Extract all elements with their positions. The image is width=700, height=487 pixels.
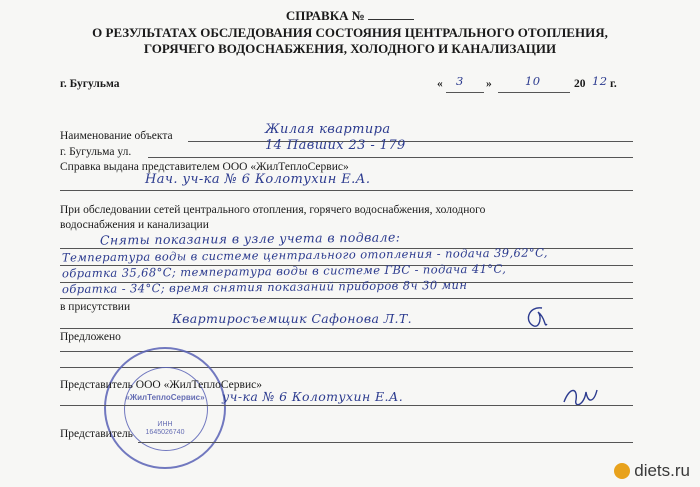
document-title-line3: ГОРЯЧЕГО ВОДОСНАБЖЕНИЯ, ХОЛОДНОГО И КАНАЛИЗАЦИИ <box>143 41 557 56</box>
date-open-quote: « <box>437 78 443 90</box>
issued-value: Нач. уч-ка № 6 Колотухин Е.А. <box>145 172 371 187</box>
stamp-inn-number: 1645026740 <box>145 429 185 436</box>
apple-logo-icon <box>614 463 630 479</box>
street-line <box>148 157 633 158</box>
date-suffix: г. <box>610 78 617 90</box>
rep2-label: Представитель <box>60 428 133 440</box>
date-month: 10 <box>525 74 541 88</box>
object-value: Жилая квартира <box>265 122 391 137</box>
date-year: 12 <box>592 74 608 88</box>
stamp-company-name: «ЖилТеплоСервис» <box>125 393 205 402</box>
document-title-number <box>0 8 700 24</box>
stamp-inn-label: ИНН <box>157 421 173 428</box>
rep-label: Представитель ООО «ЖилТеплоСервис» <box>60 379 262 391</box>
survey-line-4: обратка - 34°C; время снятия показаний приборов 8ч 30 мин <box>61 277 468 297</box>
object-line <box>188 141 633 142</box>
proposed-label: Предложено <box>60 331 121 343</box>
watermark-text: diets.ru <box>634 461 690 480</box>
survey-line-2: Температура воды в системе центрального отопления - подача 39,62°C, <box>61 245 548 265</box>
issued-label: Справка выдана представителем ООО «ЖилТеплоСервис» <box>60 161 349 173</box>
survey-label-1: При обследовании сетей центрального отопления, горячего водоснабжения, холодного <box>60 204 486 216</box>
rep2-line <box>138 442 633 443</box>
survey-line-3: обратка 35,68°C; температура воды в системе ГВС - подача 41°C, <box>61 261 507 281</box>
company-stamp <box>104 347 226 469</box>
survey-line-1: Сняты показания в узле учета в подвале: <box>99 229 401 248</box>
watermark <box>614 461 690 481</box>
street-value: 14 Павших 23 - 179 <box>265 138 406 153</box>
date-day: 3 <box>456 74 464 88</box>
rep-signature <box>560 384 600 410</box>
issued-line <box>60 190 633 191</box>
document-title-line2: О РЕЗУЛЬТАТАХ ОБСЛЕДОВАНИЯ СОСТОЯНИЯ ЦЕНТРАЛЬНОГО ОТОПЛЕНИЯ, <box>92 25 608 40</box>
presence-value: Квартиросъемщик Сафонова Л.Т. <box>172 311 413 326</box>
date-close-quote: » <box>486 78 492 90</box>
date-year-prefix: 20 <box>574 78 586 90</box>
object-label: Наименование объекта <box>60 130 173 142</box>
rep-line <box>60 405 633 406</box>
rep-value: уч-ка № 6 Колотухин Е.А. <box>222 389 404 404</box>
street-label: г. Бугульма ул. <box>60 146 132 158</box>
date-month-line <box>498 92 570 93</box>
presence-label: в присутствии <box>60 301 131 313</box>
date-day-line <box>446 92 484 93</box>
survey-label-2: водоснабжения и канализации <box>60 219 209 231</box>
survey-rule-4 <box>60 298 633 299</box>
city-label: г. Бугульма <box>60 78 120 90</box>
title-text: СПРАВКА № <box>285 8 365 23</box>
number-blank <box>368 19 414 20</box>
presence-line <box>60 328 633 329</box>
